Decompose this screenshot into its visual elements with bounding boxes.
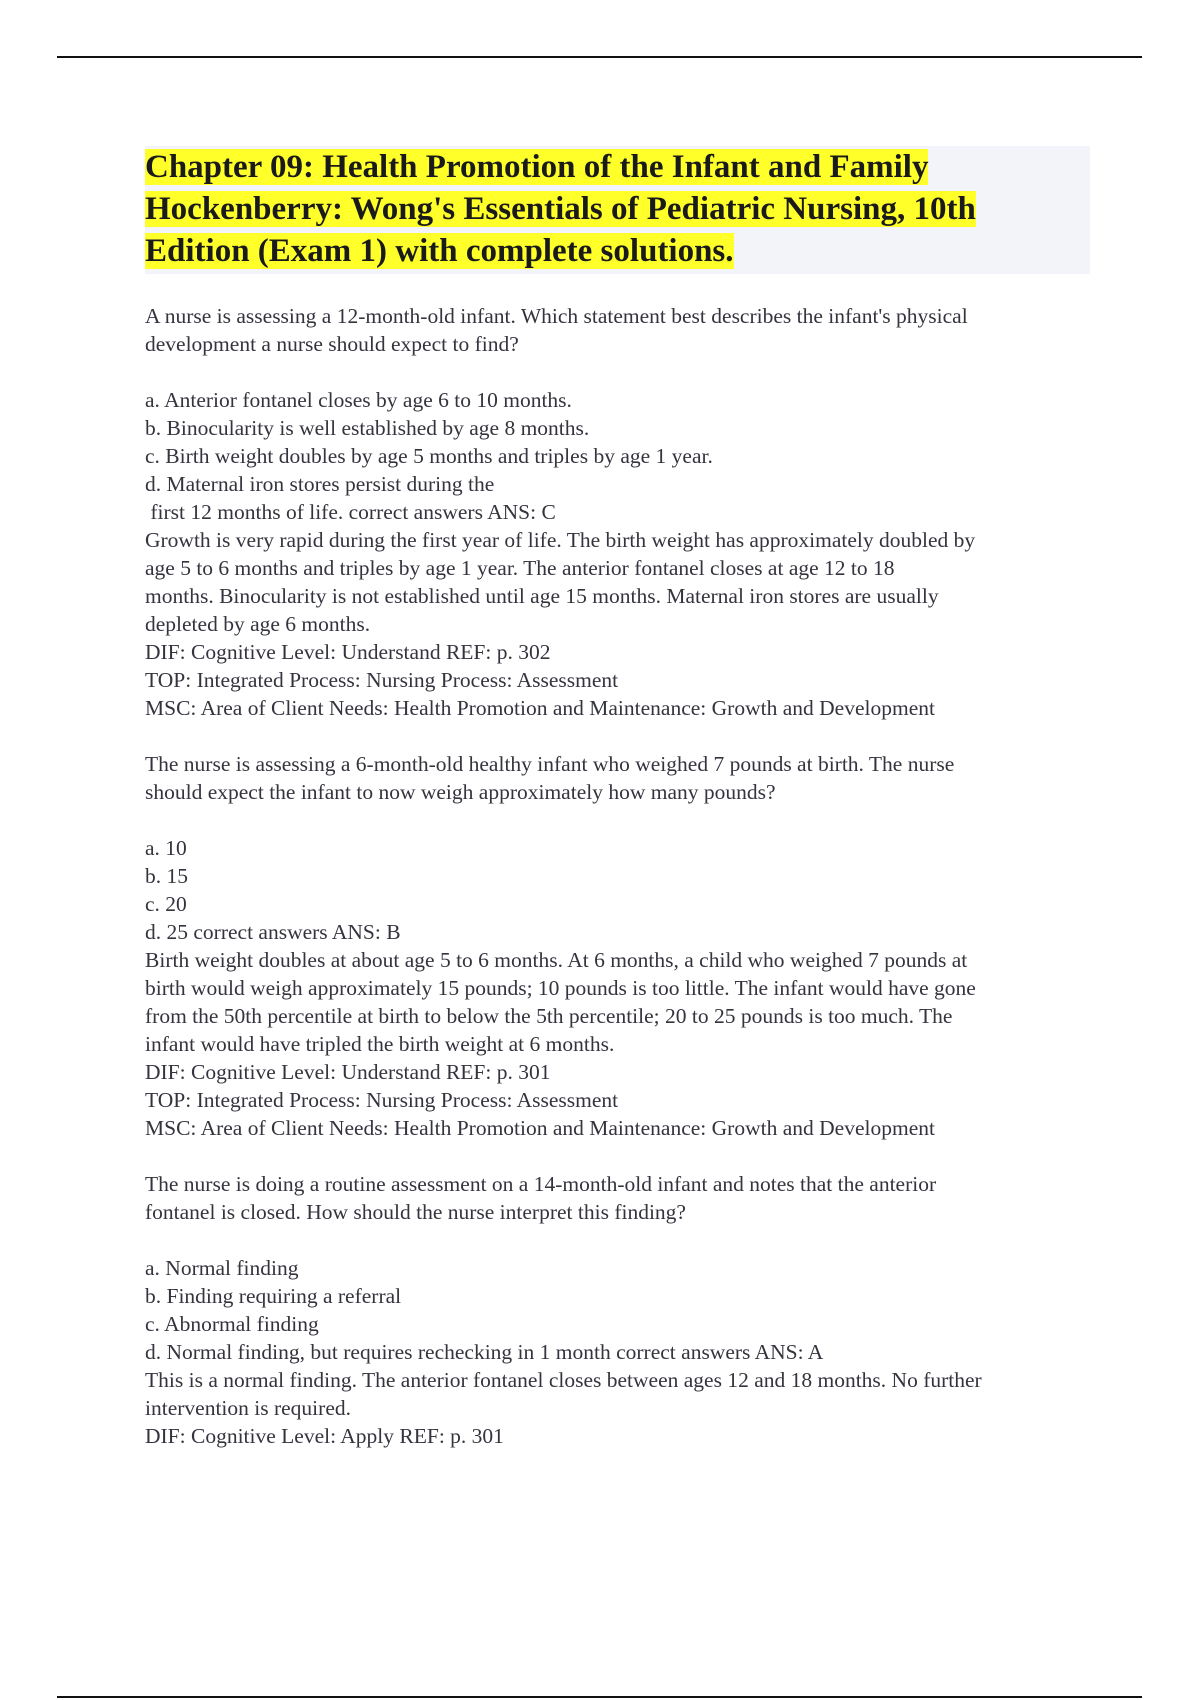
answer-option: d. 25 correct answers ANS: B xyxy=(145,920,401,944)
spacer xyxy=(145,1226,1090,1254)
rationale-line: depleted by age 6 months. xyxy=(145,612,371,636)
rationale-line: Growth is very rapid during the first year of life. The birth weight has approximately doubled by xyxy=(145,528,976,552)
rationale-line: from the 50th percentile at birth to below the 5th percentile; 20 to 25 pounds is too much. The xyxy=(145,1004,953,1028)
question-stem-line: should expect the infant to now weigh approximately how many pounds? xyxy=(145,780,776,804)
question-stem-line: The nurse is doing a routine assessment on a 14-month-old infant and notes that the anterior xyxy=(145,1172,937,1196)
question-1 xyxy=(145,302,1090,722)
title-line: Hockenberry: Wong's Essentials of Pediatric Nursing, 10th xyxy=(145,191,976,227)
title-line: Edition (Exam 1) with complete solutions. xyxy=(145,233,734,269)
meta-line: MSC: Area of Client Needs: Health Promotion and Maintenance: Growth and Development xyxy=(145,696,935,720)
answer-option: b. 15 xyxy=(145,864,188,888)
bottom-rule xyxy=(57,1696,1142,1698)
title-line: Chapter 09: Health Promotion of the Infant and Family xyxy=(145,149,929,185)
spacer xyxy=(145,806,1090,834)
rationale-line: Birth weight doubles at about age 5 to 6 months. At 6 months, a child who weighed 7 pounds at xyxy=(145,948,968,972)
rationale-line: age 5 to 6 months and triples by age 1 year. The anterior fontanel closes at age 12 to 18 xyxy=(145,556,895,580)
answer-option: b. Finding requiring a referral xyxy=(145,1284,402,1308)
question-3 xyxy=(145,1170,1090,1450)
meta-line: MSC: Area of Client Needs: Health Promotion and Maintenance: Growth and Development xyxy=(145,1116,935,1140)
rationale-line: infant would have tripled the birth weight at 6 months. xyxy=(145,1032,615,1056)
answer-option: c. Birth weight doubles by age 5 months and triples by age 1 year. xyxy=(145,444,713,468)
answer-option: c. Abnormal finding xyxy=(145,1312,319,1336)
question-stem-line: fontanel is closed. How should the nurse interpret this finding? xyxy=(145,1200,686,1224)
rationale-line: intervention is required. xyxy=(145,1396,351,1420)
rationale-line: months. Binocularity is not established until age 15 months. Maternal iron stores are usually xyxy=(145,584,939,608)
meta-line: TOP: Integrated Process: Nursing Process: Assessment xyxy=(145,1088,619,1112)
title-block xyxy=(145,146,1090,274)
meta-line: DIF: Cognitive Level: Understand REF: p. 302 xyxy=(145,640,551,664)
answer-option: b. Binocularity is well established by age 8 months. xyxy=(145,416,590,440)
question-stem-line: development a nurse should expect to find? xyxy=(145,332,519,356)
answer-option: first 12 months of life. correct answers ANS: C xyxy=(145,500,556,524)
document-title xyxy=(145,146,1090,272)
rationale-line: This is a normal finding. The anterior fontanel closes between ages 12 and 18 months. No further xyxy=(145,1368,982,1392)
meta-line: TOP: Integrated Process: Nursing Process: Assessment xyxy=(145,668,619,692)
meta-line: DIF: Cognitive Level: Understand REF: p. 301 xyxy=(145,1060,551,1084)
answer-option: d. Maternal iron stores persist during the xyxy=(145,472,495,496)
answer-option: a. Anterior fontanel closes by age 6 to 10 months. xyxy=(145,388,572,412)
answer-option: a. 10 xyxy=(145,836,187,860)
question-stem-line: A nurse is assessing a 12-month-old infant. Which statement best describes the infant's physical xyxy=(145,304,968,328)
document-body xyxy=(145,146,1090,1478)
answer-option: a. Normal finding xyxy=(145,1256,299,1280)
spacer xyxy=(145,358,1090,386)
rationale-line: birth would weigh approximately 15 pounds; 10 pounds is too little. The infant would have gone xyxy=(145,976,976,1000)
question-2 xyxy=(145,750,1090,1142)
answer-option: c. 20 xyxy=(145,892,187,916)
top-rule xyxy=(57,56,1142,58)
answer-option: d. Normal finding, but requires rechecking in 1 month correct answers ANS: A xyxy=(145,1340,824,1364)
question-stem-line: The nurse is assessing a 6-month-old healthy infant who weighed 7 pounds at birth. The nurse xyxy=(145,752,955,776)
meta-line: DIF: Cognitive Level: Apply REF: p. 301 xyxy=(145,1424,504,1448)
